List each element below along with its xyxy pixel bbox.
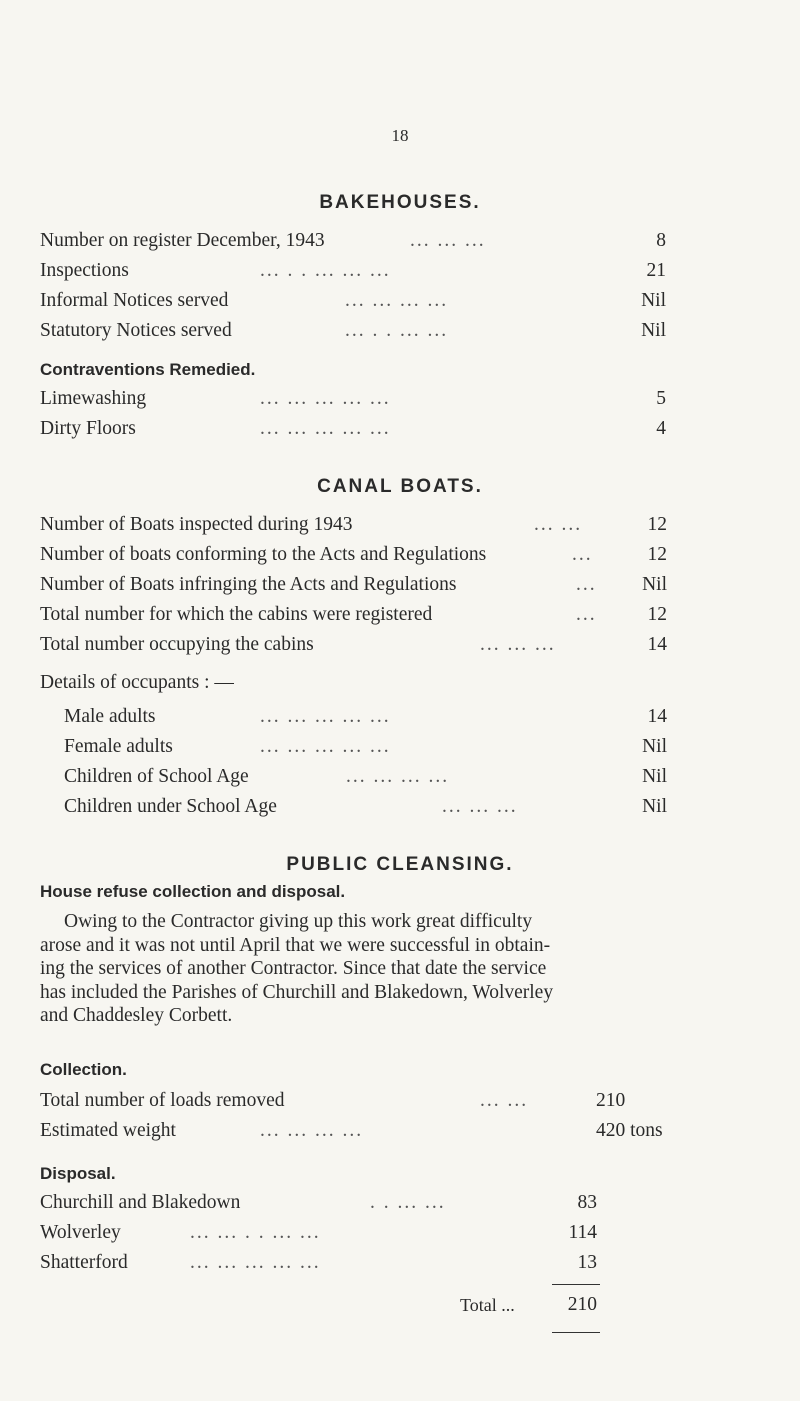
row-label: Children of School Age — [64, 766, 249, 787]
row-value: Nil — [642, 736, 667, 757]
canal-boats-row — [40, 600, 667, 630]
row-value: Nil — [641, 320, 666, 341]
row-leader: ... — [576, 604, 597, 625]
row-value: Nil — [642, 766, 667, 787]
row-label: Churchill and Blakedown — [40, 1192, 241, 1213]
row-label: Details of occupants : — — [40, 672, 234, 693]
row-value: 210 — [596, 1090, 626, 1111]
row-value: 114 — [568, 1222, 597, 1243]
row-value: 13 — [577, 1252, 597, 1273]
row-value: 420 tons — [596, 1120, 663, 1141]
row-leader: ... ... . . ... ... — [190, 1222, 321, 1243]
bakehouses-heading: BAKEHOUSES. — [319, 192, 481, 213]
row-leader: ... ... ... ... ... — [260, 736, 391, 757]
row-leader: ... — [576, 574, 597, 595]
bakehouses-row — [40, 316, 666, 346]
occupants-row — [64, 792, 667, 822]
row-value: Nil — [641, 290, 666, 311]
row-label: Male adults — [64, 706, 156, 727]
row-leader: ... ... — [480, 1090, 529, 1111]
occupants-row — [64, 702, 667, 732]
row-value: Nil — [642, 796, 667, 817]
occupants-label — [40, 668, 667, 698]
row-leader: ... ... ... ... — [346, 766, 450, 787]
contraventions-row — [40, 414, 666, 444]
total-label: Total ... — [460, 1295, 515, 1315]
row-leader: ... ... — [534, 514, 583, 535]
canal-boats-row — [40, 540, 667, 570]
row-label: Total number occupying the cabins — [40, 634, 314, 655]
total-rule-bottom — [552, 1332, 600, 1333]
row-label: Female adults — [64, 736, 173, 757]
occupants-row — [64, 762, 667, 792]
row-leader: ... . . ... ... — [345, 320, 449, 341]
paragraph-line: ing the services of another Contractor. Since that date the service — [40, 958, 547, 979]
occupants-row — [64, 732, 667, 762]
row-label: Inspections — [40, 260, 129, 281]
paragraph-line: and Chaddesley Corbett. — [40, 1005, 233, 1026]
row-leader: ... ... ... ... ... — [260, 418, 391, 439]
row-value: 83 — [577, 1192, 597, 1213]
row-value: 14 — [647, 706, 667, 727]
row-value: 21 — [646, 260, 666, 281]
disposal-total-row — [40, 1290, 597, 1320]
page-number: 18 — [391, 126, 409, 145]
disposal-row — [40, 1248, 597, 1278]
row-leader: ... ... ... — [480, 634, 556, 655]
row-leader: ... ... ... ... ... — [190, 1252, 321, 1273]
row-label: Children under School Age — [64, 796, 277, 817]
row-value: 12 — [647, 514, 667, 535]
row-label: Number of Boats infringing the Acts and Regulations — [40, 574, 457, 595]
row-value: 8 — [656, 230, 666, 251]
row-label: Number of Boats inspected during 1943 — [40, 514, 353, 535]
canal-boats-row — [40, 510, 667, 540]
row-label: Total number of loads removed — [40, 1090, 285, 1111]
paragraph-line: has included the Parishes of Churchill and Blakedown, Wolverley — [40, 981, 554, 1003]
canal-boats-heading: CANAL BOATS. — [317, 476, 483, 497]
row-leader: ... ... ... ... — [345, 290, 449, 311]
collection-heading: Collection. — [40, 1060, 127, 1079]
bakehouses-row — [40, 226, 666, 256]
row-leader: ... ... ... ... ... — [260, 706, 391, 727]
row-value: 12 — [647, 544, 667, 565]
disposal-row — [40, 1188, 597, 1218]
contraventions-row — [40, 384, 666, 414]
row-leader: ... — [572, 544, 593, 565]
row-label: Shatterford — [40, 1252, 128, 1273]
row-label: Statutory Notices served — [40, 320, 232, 341]
public-cleansing-heading: PUBLIC CLEANSING. — [286, 854, 514, 875]
contraventions-heading: Contraventions Remedied. — [40, 360, 256, 379]
row-label: Total number for which the cabins were registered — [40, 604, 433, 625]
canal-boats-row — [40, 570, 667, 600]
cleansing-paragraph — [40, 910, 710, 1028]
disposal-row — [40, 1218, 597, 1248]
row-label: Limewashing — [40, 388, 147, 409]
paragraph-line: arose and it was not until April that we were successful in obtain- — [40, 934, 551, 956]
total-rule-top — [552, 1284, 600, 1285]
total-value: 210 — [567, 1294, 597, 1315]
paragraph-line: Owing to the Contractor giving up this work great difficulty — [64, 911, 533, 932]
row-label: Number of boats conforming to the Acts and Regulations — [40, 544, 487, 565]
row-label: Dirty Floors — [40, 418, 136, 439]
disposal-heading: Disposal. — [40, 1164, 116, 1183]
bakehouses-row — [40, 256, 666, 286]
bakehouses-row — [40, 286, 666, 316]
row-value: 4 — [656, 418, 666, 439]
row-value: 14 — [647, 634, 667, 655]
refuse-collection-subheading: House refuse collection and disposal. — [40, 882, 346, 901]
row-value: 5 — [656, 388, 666, 409]
canal-boats-row — [40, 630, 667, 660]
row-label: Informal Notices served — [40, 290, 229, 311]
row-label: Wolverley — [40, 1222, 121, 1243]
row-label: Estimated weight — [40, 1120, 176, 1141]
row-leader: ... ... ... ... ... — [260, 388, 391, 409]
row-value: 12 — [647, 604, 667, 625]
row-leader: . . ... ... — [370, 1192, 446, 1213]
row-leader: ... ... ... — [410, 230, 486, 251]
row-value: Nil — [642, 574, 667, 595]
row-leader: ... . . ... ... ... — [260, 260, 391, 281]
collection-row — [40, 1086, 740, 1116]
row-leader: ... ... ... ... — [260, 1120, 364, 1141]
row-label: Number on register December, 1943 — [40, 230, 325, 251]
collection-row — [40, 1116, 740, 1146]
row-leader: ... ... ... — [442, 796, 518, 817]
